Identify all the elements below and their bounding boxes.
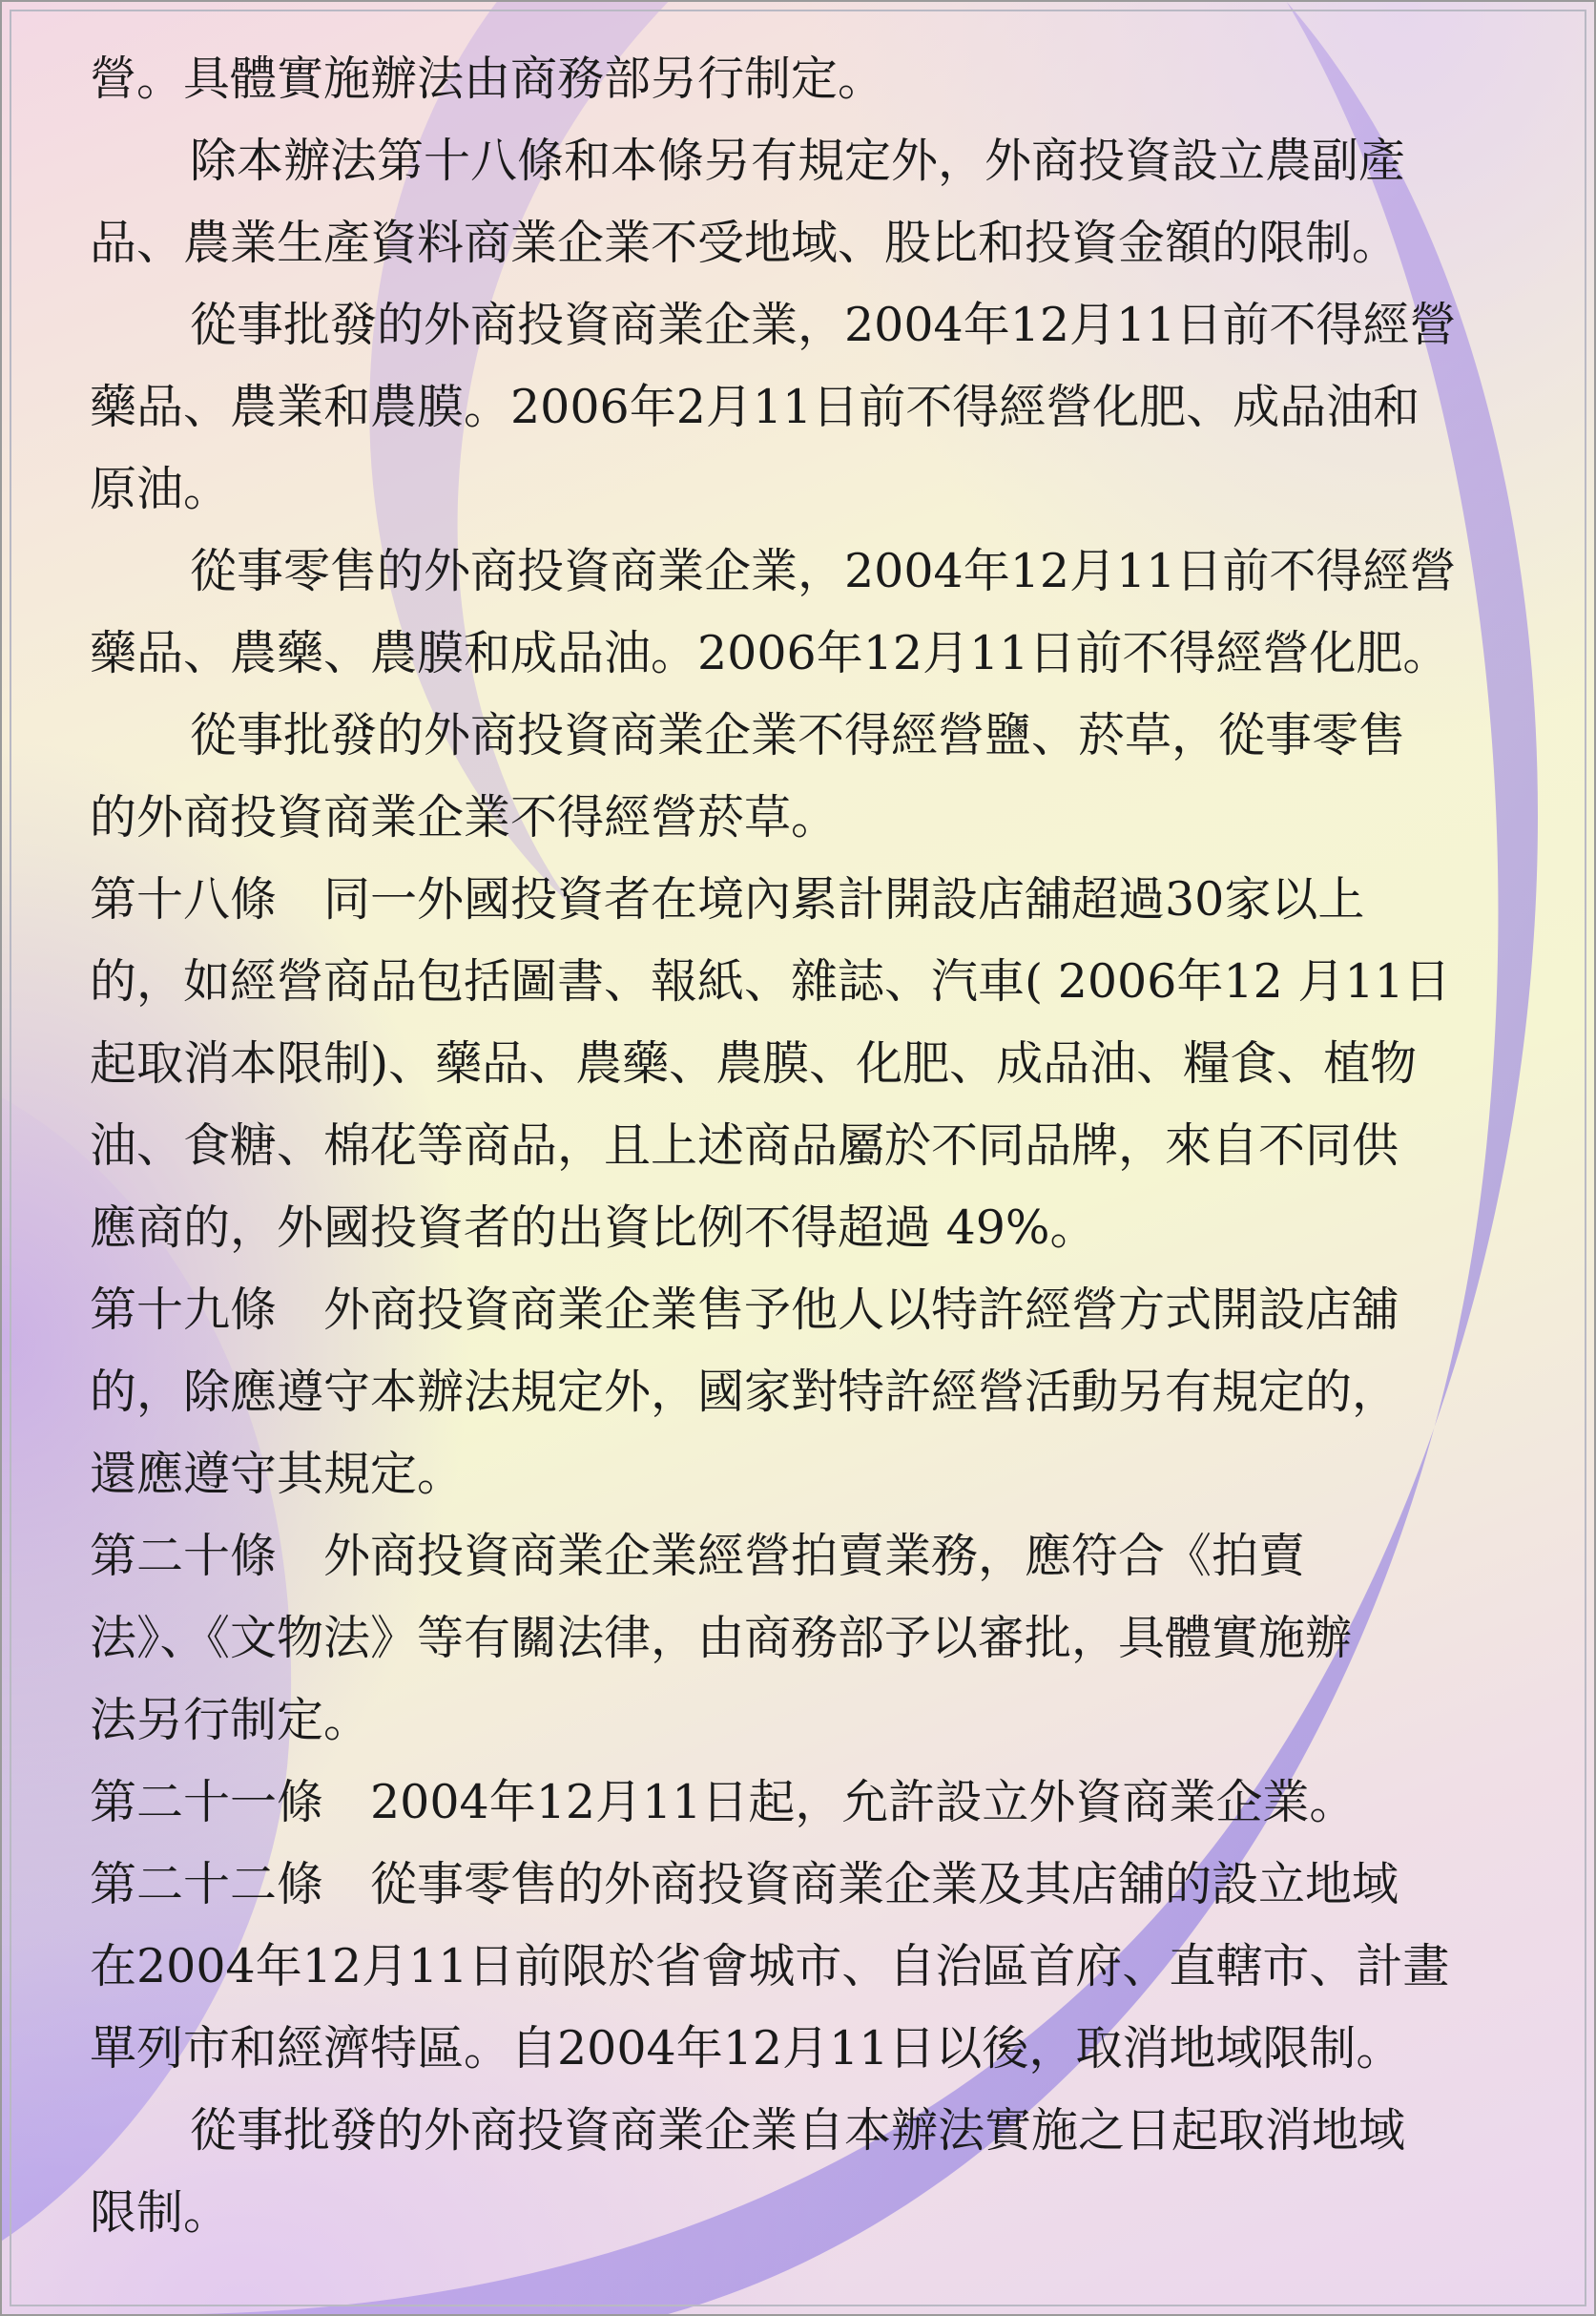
text-line: 除本辦法第十八條和本條另有規定外，外商投資設立農副產 — [190, 134, 1406, 188]
text-line: 起取消本限制)、藥品、農藥、農膜、化肥、成品油、糧食、植物 — [90, 1036, 1418, 1091]
article-21-line: 第二十一條 2004年12月11日起，允許設立外資商業企業。 — [90, 1775, 1357, 1829]
text-line: 從事批發的外商投資商業企業不得經營鹽、菸草，從事零售 — [190, 708, 1406, 762]
text-line: 的，除應遵守本辦法規定外，國家對特許經營活動另有規定的， — [90, 1365, 1399, 1419]
document-body — [90, 38, 1521, 2254]
text-line: 品、農業生產資料商業企業不受地域、股比和投資金額的限制。 — [90, 216, 1399, 270]
text-line: 法》、《文物法》等有關法律，由商務部予以審批，具體實施辦 — [90, 1611, 1353, 1665]
text-line: 限制。 — [90, 2185, 231, 2240]
text-line: 應商的，外國投資者的出資比例不得超過 49%。 — [90, 1200, 1097, 1255]
text-line: 油、食糖、棉花等商品，且上述商品屬於不同品牌，來自不同供 — [90, 1118, 1399, 1173]
text-line: 從事零售的外商投資商業企業，2004年12月11日前不得經營 — [190, 544, 1457, 598]
text-line: 還應遵守其規定。 — [90, 1447, 465, 1501]
text-line: 在2004年12月11日前限於省會城市、自治區首府、直轄市、計畫 — [90, 1939, 1450, 1993]
text-line: 藥品、農藥、農膜和成品油。2006年12月11日前不得經營化肥。 — [90, 626, 1450, 680]
article-18-line: 第十八條 同一外國投資者在境內累計開設店舖超過30家以上 — [90, 872, 1365, 927]
text-line: 從事批發的外商投資商業企業，2004年12月11日前不得經營 — [190, 298, 1457, 352]
text-line: 單列市和經濟特區。自2004年12月11日以後，取消地域限制。 — [90, 2021, 1403, 2076]
text-line: 法另行制定。 — [90, 1693, 371, 1747]
article-19-line: 第十九條 外商投資商業企業售予他人以特許經營方式開設店舖 — [90, 1283, 1399, 1337]
text-line: 從事批發的外商投資商業企業自本辦法實施之日起取消地域 — [190, 2103, 1406, 2158]
article-20-line: 第二十條 外商投資商業企業經營拍賣業務，應符合《拍賣 — [90, 1529, 1306, 1583]
text-line: 藥品、農業和農膜。2006年2月11日前不得經營化肥、成品油和 — [90, 380, 1420, 434]
text-line: 的外商投資商業企業不得經營菸草。 — [90, 790, 839, 845]
article-22-line: 第二十二條 從事零售的外商投資商業企業及其店舖的設立地域 — [90, 1857, 1399, 1911]
text-line: 的，如經營商品包括圖書、報紙、雜誌、汽車( 2006年12 月11日 — [90, 954, 1451, 1009]
text-line: 原油。 — [90, 462, 231, 516]
text-line: 營。具體實施辦法由商務部另行制定。 — [90, 52, 885, 106]
